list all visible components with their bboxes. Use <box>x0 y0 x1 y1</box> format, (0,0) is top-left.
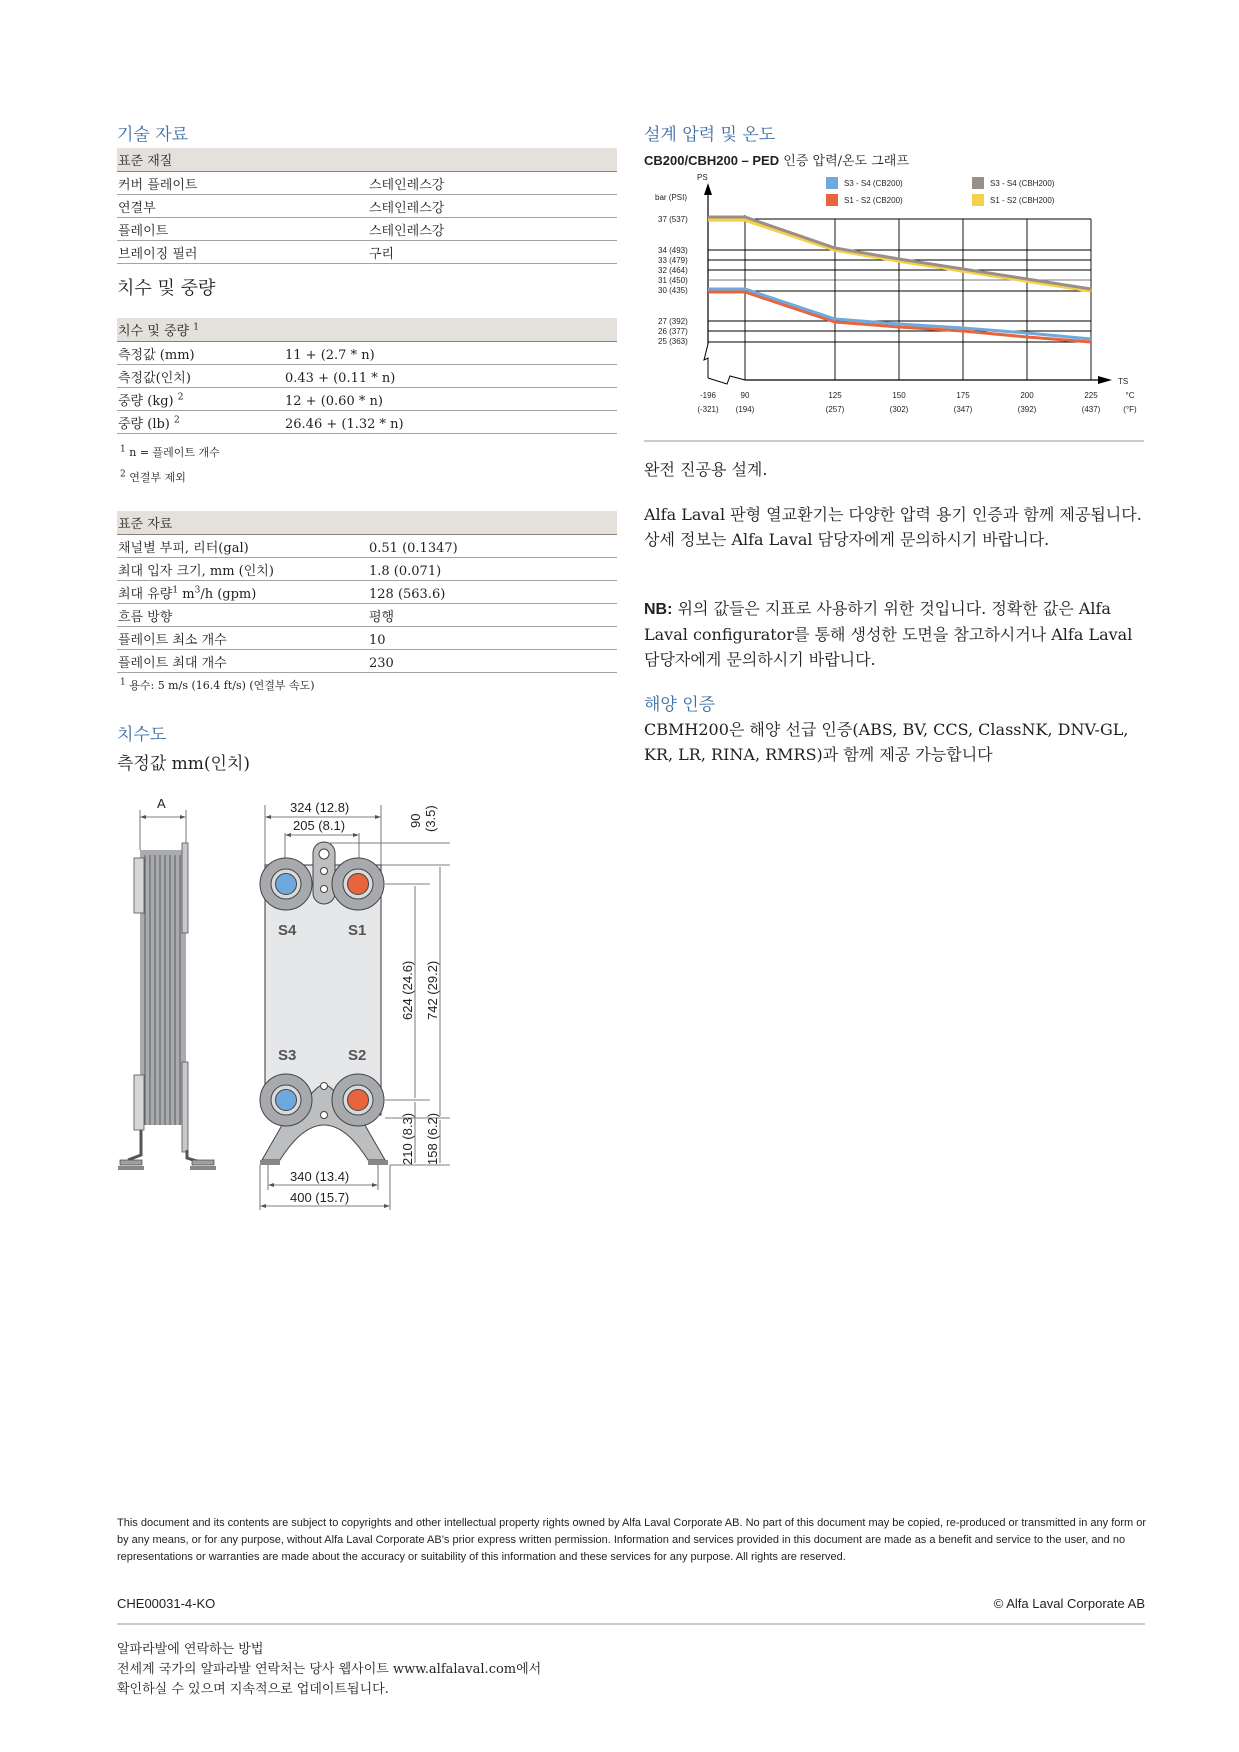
svg-text:150: 150 <box>892 391 906 400</box>
dim-90-inch-label: (3.5) <box>423 805 438 832</box>
standard-footnote: $^1$ 용수: 5 m/s (16.4 ft/s) (연결부 속도) <box>120 677 315 692</box>
dim-90-label: 90 <box>408 813 423 828</box>
pressure-temperature-chart <box>640 165 1140 420</box>
port-s3-bottom <box>260 1074 312 1126</box>
svg-text:(°F): (°F) <box>1123 405 1137 414</box>
table-row: 측정값(인치) 0.43 + (0.11 * n) <box>117 365 617 388</box>
svg-text:30 (435): 30 (435) <box>658 286 688 295</box>
marine-title: 해양 인증 <box>644 695 716 715</box>
table-row: 플레이트 최대 개수 230 <box>117 650 617 673</box>
front-view <box>260 800 450 1210</box>
dimension-drawing <box>110 785 470 1210</box>
dims-header: 치수 및 중량 $^1$ <box>117 318 617 342</box>
table-row: 측정값 (mm) 11 + (2.7 * n) <box>117 342 617 365</box>
svg-text:31 (450): 31 (450) <box>658 276 688 285</box>
svg-text:°C: °C <box>1125 391 1135 400</box>
table-row: 최대 입자 크기, mm (인치) 1.8 (0.071) <box>117 558 617 581</box>
table-row: 플레이트 스테인레스강 <box>117 218 617 241</box>
dim-624-label: 624 (24.6) <box>400 960 415 1020</box>
side-view <box>118 796 216 1170</box>
dim-340-label: 340 (13.4) <box>290 1169 350 1184</box>
dim-324-label: 324 (12.8) <box>290 800 350 815</box>
nb-note: NB: 위의 값들은 지표로 사용하기 위한 것입니다. 정확한 값은 Alfa Laval configurator를 통해 생성한 도면을 참고하시거나 Alfa Laval 담당자에게 문의하시기 바랍니다. <box>644 599 1133 669</box>
svg-text:(-321): (-321) <box>697 405 719 414</box>
footnote-1: $^1$ n = 플레이트 개수 <box>120 444 220 459</box>
svg-text:(437): (437) <box>1081 405 1101 414</box>
dim-158-label: 158 (6.2) <box>425 1112 440 1165</box>
svg-text:S1 - S2 (CBH200): S1 - S2 (CBH200) <box>990 196 1055 205</box>
table-row: 연결부 스테인레스강 <box>117 195 617 218</box>
chart-legend <box>826 177 1055 206</box>
pressure-vessel-text: Alfa Laval 판형 열교환기는 다양한 압력 용기 인증과 함께 제공됩니다. 상세 정보는 Alfa Laval 담당자에게 문의하시기 바랍니다. <box>644 505 1142 549</box>
dims-table <box>117 318 617 434</box>
port-s1-top <box>332 858 384 910</box>
port-s1-label: S1 <box>348 922 367 939</box>
y-tick-labels <box>658 215 688 346</box>
dim-205-label: 205 (8.1) <box>293 818 346 833</box>
design-pressure-title: 설계 압력 및 온도 <box>644 125 776 145</box>
svg-text:32 (464): 32 (464) <box>658 266 688 275</box>
x-tick-labels <box>697 391 1137 414</box>
svg-text:34 (493): 34 (493) <box>658 246 688 255</box>
svg-text:200: 200 <box>1020 391 1034 400</box>
svg-text:90: 90 <box>740 391 750 400</box>
table-row: 플레이트 최소 개수 10 <box>117 627 617 650</box>
drawing-subtitle: 측정값 mm(인치) <box>117 754 251 774</box>
table-row: 채널별 부피, 리터(gal) 0.51 (0.1347) <box>117 535 617 558</box>
dim-a-label: A <box>157 796 166 811</box>
svg-text:(257): (257) <box>825 405 845 414</box>
contact-title: 알파라발에 연락하는 방법 <box>117 1642 264 1657</box>
port-s2-label: S2 <box>348 1047 367 1064</box>
contact-line-2: 확인하실 수 있으며 지속적으로 업데이트됩니다. <box>117 1682 389 1697</box>
port-s2-bottom <box>332 1074 384 1126</box>
svg-text:(392): (392) <box>1017 405 1037 414</box>
svg-text:33 (479): 33 (479) <box>658 256 688 265</box>
svg-text:(347): (347) <box>953 405 973 414</box>
contact-line-1: 전세계 국가의 알파라발 연락처는 당사 웹사이트 www.alfalaval.com에서 <box>117 1662 542 1677</box>
svg-text:-196: -196 <box>699 391 717 400</box>
materials-table <box>117 148 617 264</box>
table-row: 브레이징 필러 구리 <box>117 241 617 264</box>
document-code: CHE00031-4-KO <box>117 1596 216 1611</box>
copyright: © Alfa Laval Corporate AB <box>993 1596 1145 1611</box>
svg-text:25 (363): 25 (363) <box>658 337 688 346</box>
vacuum-design-text: 완전 진공용 설계. <box>644 460 768 479</box>
svg-text:S1 - S2 (CB200): S1 - S2 (CB200) <box>844 196 903 205</box>
dim-400-label: 400 (15.7) <box>290 1190 350 1205</box>
table-row: 중량 (kg) $^2$ 12 + (0.60 * n) <box>117 388 617 411</box>
svg-text:(302): (302) <box>889 405 909 414</box>
drawing-title: 치수도 <box>117 725 167 745</box>
port-s4-top <box>260 858 312 910</box>
dims-title: 치수 및 중량 <box>117 278 216 299</box>
port-s4-label: S4 <box>278 922 297 939</box>
svg-text:37 (537): 37 (537) <box>658 215 688 224</box>
materials-header: 표준 재질 <box>117 148 617 172</box>
dim-742-label: 742 (29.2) <box>425 960 440 1020</box>
table-row: 중량 (lb) $^2$ 26.46 + (1.32 * n) <box>117 411 617 434</box>
x-axis-label-ts: TS <box>1118 377 1129 386</box>
svg-text:225: 225 <box>1084 391 1098 400</box>
series-s3s4-cb200 <box>708 289 1091 339</box>
svg-text:S3 - S4 (CB200): S3 - S4 (CB200) <box>844 179 903 188</box>
tech-data-title: 기술 자료 <box>117 125 189 145</box>
svg-text:125: 125 <box>828 391 842 400</box>
table-row: 흐름 방향 평행 <box>117 604 617 627</box>
y-axis-units: bar (PSI) <box>655 193 688 202</box>
contact-block <box>117 1640 541 1700</box>
standard-data-table <box>117 511 617 673</box>
footnote-2: $^2$ 연결부 제외 <box>120 469 186 484</box>
svg-text:(194): (194) <box>735 405 755 414</box>
chart-divider <box>644 440 1144 442</box>
port-s3-label: S3 <box>278 1047 297 1064</box>
svg-text:S3 - S4 (CBH200): S3 - S4 (CBH200) <box>990 179 1055 188</box>
svg-text:27 (392): 27 (392) <box>658 317 688 326</box>
marine-text: CBMH200은 해양 선급 인증(ABS, BV, CCS, ClassNK, DNV-GL, KR, LR, RINA, RMRS)과 함께 제공 가능합니다 <box>644 720 1129 764</box>
svg-text:175: 175 <box>956 391 970 400</box>
table-row: 커버 플레이트 스테인레스강 <box>117 172 617 195</box>
footer-divider <box>117 1623 1145 1625</box>
standard-header: 표준 자료 <box>117 511 617 535</box>
y-axis-label-ps: PS <box>697 173 708 182</box>
legal-notice: This document and its contents are subject to copyrights and other intellectual property rights owned by Alfa Laval Corporate AB. No part of this document may be copied, re-produced or transmitted in any form or by any means, or for any purpose, without Alfa Laval Corporate AB’s prior express written permission. Information and services provided in this document are made as a benefit and service to the user, and no representations or warranties are made about the accuracy or suitability of this information and these services for any purpose. All rights are reserved. <box>117 1517 1147 1563</box>
svg-text:26 (377): 26 (377) <box>658 327 688 336</box>
chart-caption: CB200/CBH200 – PED 인증 압력/온도 그래프 <box>644 153 909 169</box>
dim-210-label: 210 (8.3) <box>400 1112 415 1165</box>
table-row: 최대 유량$^1$ $m^3/h$ (gpm) 128 (563.6) <box>117 581 617 604</box>
